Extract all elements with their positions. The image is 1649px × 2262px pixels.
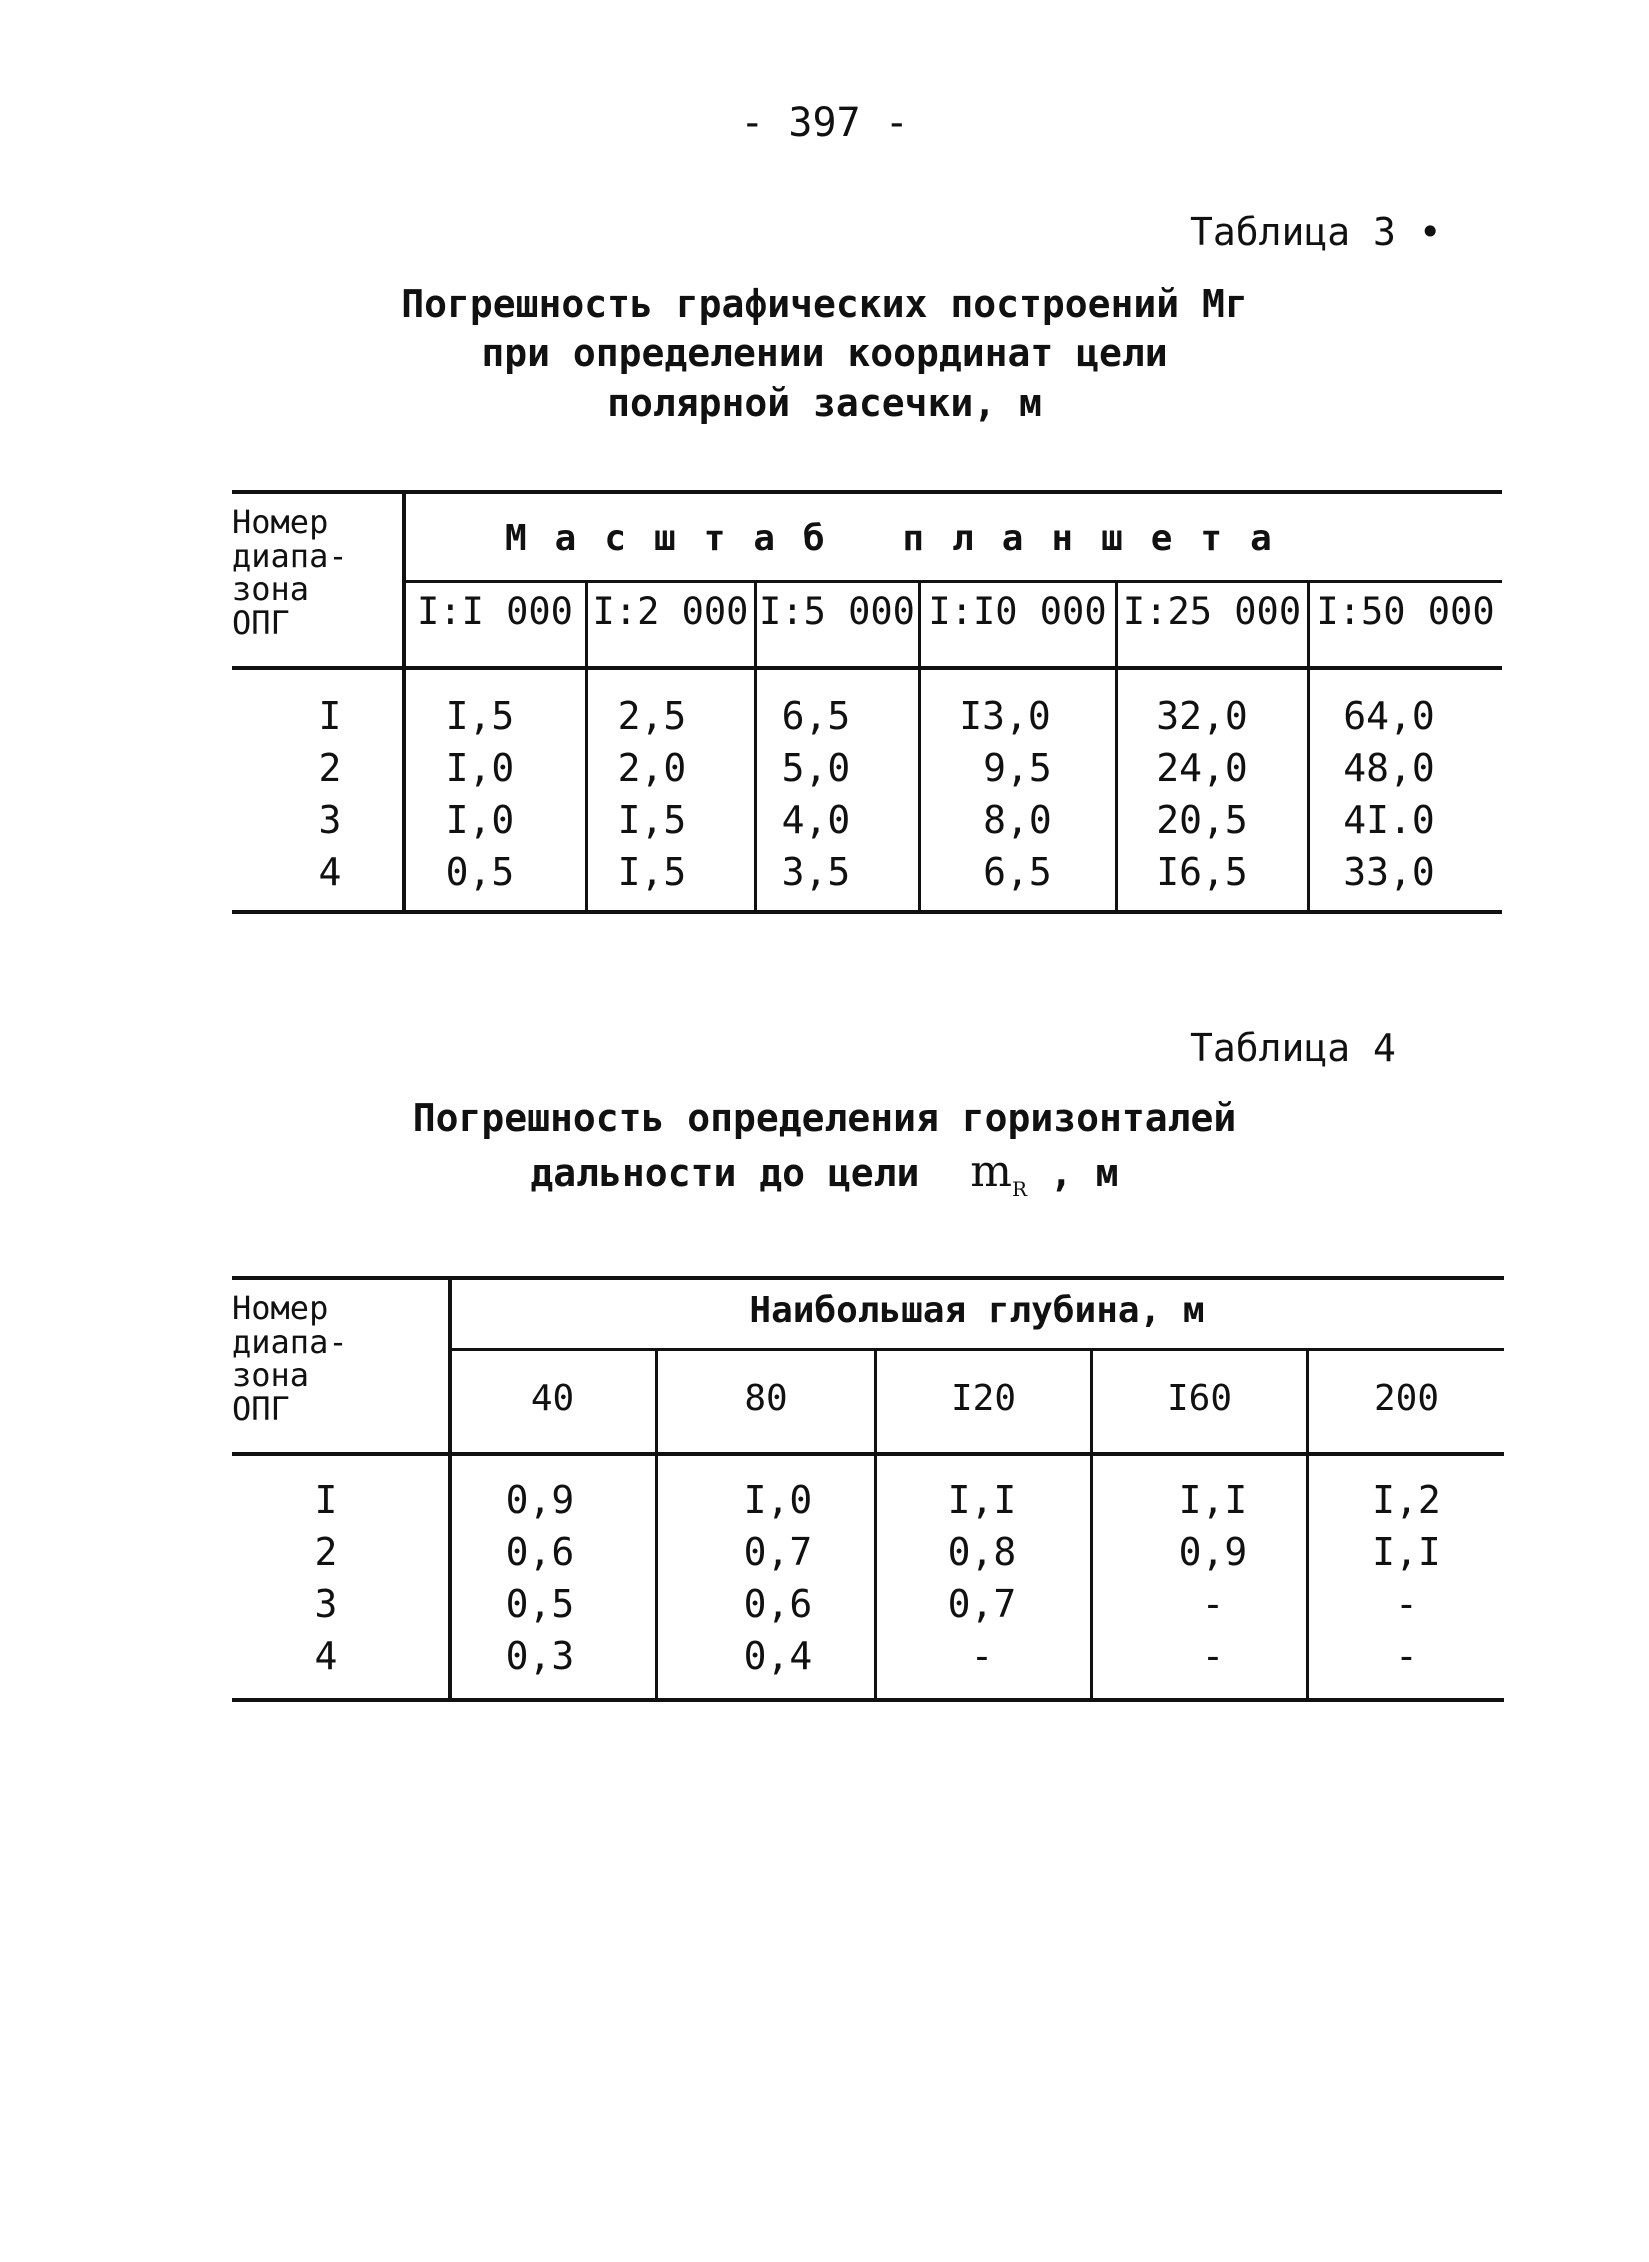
table3-label: Таблица 3 • <box>1190 210 1442 254</box>
table3-col-header: I:25 000 <box>1122 590 1302 633</box>
table3-cell: 6,5 <box>781 694 851 738</box>
table3-cell: 20,5 <box>1156 798 1248 842</box>
table3-row-id: 4 <box>318 850 342 894</box>
table3-cell: 4I.0 <box>1343 798 1435 842</box>
table4-cell: 0,7 <box>947 1582 1017 1626</box>
table4-cell: 0,6 <box>505 1530 575 1574</box>
table4-cell: 0,9 <box>505 1478 575 1522</box>
table4-col-header: 40 <box>530 1378 575 1419</box>
table4-header-rule <box>232 1452 1504 1456</box>
table3-cell: I3,0 <box>959 694 1051 738</box>
table4-col-header: 200 <box>1373 1378 1440 1419</box>
table4-group-rule <box>450 1348 1504 1351</box>
mr-symbol-main: m <box>970 1146 1012 1198</box>
row-header-line: ОПГ <box>232 603 290 642</box>
table4-top-rule <box>232 1276 1504 1280</box>
table4-col-header: I20 <box>950 1378 1017 1419</box>
table3-cell: 9,5 <box>983 746 1052 790</box>
table3-group-header: Масштаб планшета <box>505 518 1300 559</box>
table3-row-id: 3 <box>318 798 342 842</box>
table4-row-id: 4 <box>314 1634 338 1678</box>
table3-cell: 2,0 <box>617 746 687 790</box>
table4-col-header: I60 <box>1166 1378 1233 1419</box>
table4-cell: I,0 <box>743 1478 813 1522</box>
table4-cell: I,2 <box>1372 1478 1441 1522</box>
table3-cell: I,0 <box>445 798 515 842</box>
table4-label: Таблица 4 <box>1190 1026 1396 1070</box>
table4-cell: - <box>970 1634 994 1678</box>
row-header-line: зона <box>232 1356 310 1395</box>
table3-col-header: I:I 000 <box>417 590 573 633</box>
table3-cell: 24,0 <box>1156 746 1248 790</box>
table4-cell: I,I <box>1178 1478 1248 1522</box>
table3-cell: 48,0 <box>1343 746 1435 790</box>
table3-cell: 8,0 <box>983 798 1052 842</box>
table4-cell: 0,8 <box>947 1530 1017 1574</box>
table3-col-header: I:2 000 <box>592 590 749 633</box>
table4-cell: - <box>1395 1582 1418 1626</box>
table3-cell: I,5 <box>617 850 687 894</box>
row-header-line: Номер <box>232 503 329 541</box>
table4-cell: 0,6 <box>743 1582 813 1626</box>
table3-title-line: при определении координат цели <box>481 331 1168 376</box>
table3-col-header: I:50 000 <box>1316 590 1495 633</box>
table3-cell: 4,0 <box>781 798 851 842</box>
table4-row-id: 2 <box>314 1530 338 1574</box>
table4-title-unit: , м <box>1049 1151 1119 1196</box>
row-header-line: диапа- <box>232 536 348 575</box>
table4-cell: 0,3 <box>505 1634 575 1678</box>
table3-cell: 32,0 <box>1156 694 1248 738</box>
table4-cell: I,I <box>1372 1530 1441 1574</box>
table4-cell: - <box>1201 1582 1225 1626</box>
table3-cell: 5,0 <box>781 746 851 790</box>
table4-row-id: I <box>314 1478 338 1522</box>
table3-col-header: I:5 000 <box>759 590 915 633</box>
table3-cell: 0,5 <box>445 850 515 894</box>
table3-cell: 3,5 <box>781 850 851 894</box>
table4-cell: 0,9 <box>1178 1530 1248 1574</box>
table3-cell: I,5 <box>445 694 515 738</box>
table4-cell: 0,5 <box>505 1582 575 1626</box>
table3-cell: 33,0 <box>1343 850 1435 894</box>
table4-row-header <box>232 1289 442 1428</box>
table4-bottom-rule <box>232 1698 1504 1702</box>
table3-cell: I,0 <box>445 746 515 790</box>
table3-cell: 6,5 <box>983 850 1052 894</box>
table4-cell: 0,7 <box>743 1530 813 1574</box>
table3-cell: I,5 <box>617 798 687 842</box>
table3-col-header: I:I0 000 <box>928 590 1107 633</box>
table4-cell: I,I <box>947 1478 1017 1522</box>
table3-row-id: 2 <box>318 746 342 790</box>
table3-cell: 64,0 <box>1343 694 1435 738</box>
table4-cell: - <box>1201 1634 1225 1678</box>
mr-symbol-sub: R <box>1011 1177 1028 1202</box>
table3-cell: 2,5 <box>617 694 687 738</box>
page-number: - 397 - <box>740 100 909 146</box>
table3-title-line: Погрешность графических построений Мг <box>401 282 1248 326</box>
table3-cell: I6,5 <box>1156 850 1248 894</box>
row-header-line: ОПГ <box>232 1389 290 1428</box>
table4-cell: - <box>1395 1634 1418 1678</box>
table4-row-id: 3 <box>314 1582 338 1626</box>
table4-title-line: Погрешность определения горизонталей <box>412 1096 1237 1140</box>
table4-col-header: 80 <box>744 1378 788 1419</box>
row-header-line: зона <box>232 570 310 609</box>
row-header-line: Номер <box>232 1289 329 1327</box>
table3-title-line: полярной засечки, м <box>607 380 1042 425</box>
table4-cell: 0,4 <box>743 1634 813 1678</box>
table4-group-header: Наибольшая глубина, м <box>749 1290 1205 1331</box>
table3-row-id: I <box>318 694 342 738</box>
row-header-line: диапа- <box>232 1322 348 1361</box>
table4-title-text: дальности до цели <box>530 1151 920 1196</box>
